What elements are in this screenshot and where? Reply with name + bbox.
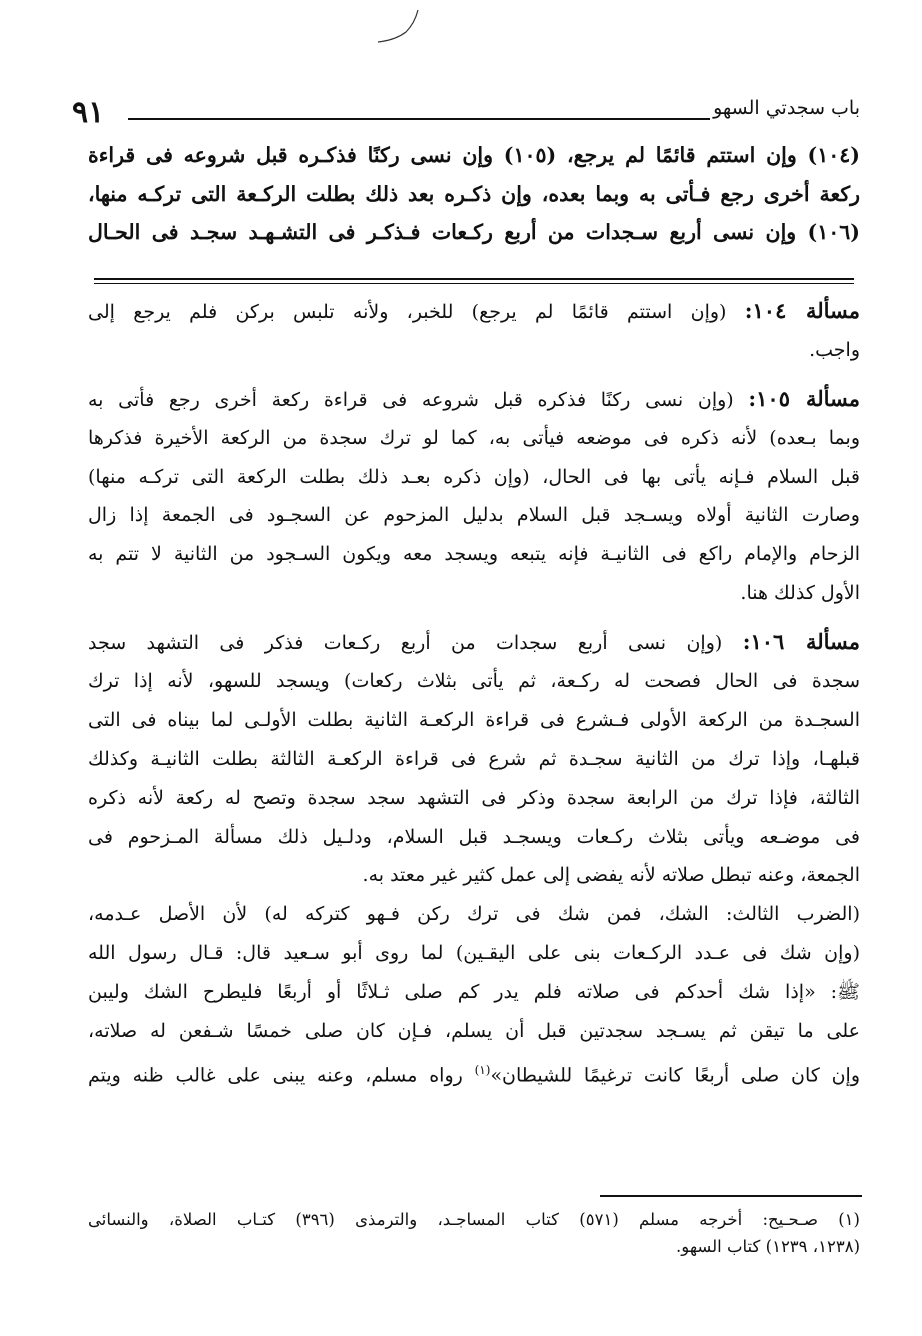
commentary-line: مسألة ١٠٦: (وإن نسى أربع سجدات من أربع ركـعات فذكر فى التشهد سجد	[88, 629, 860, 655]
commentary-line: قبلهـا، وإذا ترك من الثانية سجـدة ثم شرع فى قراءة الركعـة الثالثة بطلت الثانيـة وكذلك	[88, 747, 860, 770]
commentary-line: الجمعة، وعنه تبطل صلاته لأنه يفضى إلى عمل كثير غير معتد به.	[362, 864, 860, 887]
masala-label: مسألة ١٠٥:	[748, 385, 860, 411]
commentary-line: الزحام والإمام راكع فى الثانيـة فإنه يتبعه ويسجد معه ويكون السـجود من الثانية لا تتم به	[88, 543, 860, 566]
commentary-line: على ما تيقن ثم يسـجد سجدتين قبل أن يسلم، فـإن كان صلى خمسًا شـفعن له صلاته،	[88, 1020, 860, 1043]
footnote-marker: (١)	[474, 1062, 491, 1077]
commentary-line: وصارت الثانية أولاه ويسـجد قبل السلام بدليل المزحوم عن السجـود فى الجمعة إذا زال	[88, 504, 860, 527]
commentary-line: الثالثة، فإذا ترك من الرابعة سجدة وذكر فى التشهد سجد سجدة وتصح له ركعة لأنه ذكره	[88, 786, 860, 809]
masala-label: مسألة ١٠٤:	[744, 298, 860, 323]
matn-separator	[94, 278, 854, 280]
matn-text	[88, 136, 860, 252]
commentary-line: سجدة فى الحال فصحت له ركـعة، ثم يأتى بثلاث ركعات) ويسجد للسهو، لأنه إذا ترك	[88, 670, 860, 693]
matn-line: ركعة أخرى رجع فـأتى به وبما بعده، وإن ذكـره بعد ذلك بطلت الركـعة التى تركـه منها،	[88, 181, 860, 206]
header-rule	[128, 118, 710, 120]
page-number: ٩١	[72, 95, 105, 130]
commentary-line: السجـدة من الركعة الأولى فـشرع فى قراءة الركعـة الثانية بطلت الأولـى لما بيناه فى التى	[88, 708, 860, 731]
commentary-line: مسألة ١٠٤: (وإن استتم قائمًا لم يرجع) للخبر، ولأنه تلبس بركن فلم يرجع إلى	[88, 298, 860, 323]
commentary-line: (وإن شك فى عـدد الركـعات بنى على اليقـين) لما روى أبو سـعيد قال: قـال رسول الله	[88, 942, 860, 965]
footnote-line: (١) صـحـيح: أخرجه مسلم (٥٧١) كتاب المساجـد، والترمذى (٣٩٦) كتـاب الصلاة، والنسائى	[88, 1210, 860, 1229]
footnote-line: (١٢٣٨، ١٢٣٩) كتاب السهو.	[676, 1237, 860, 1256]
commentary-line: فى موضـعه ويأتى بثلاث ركـعات ويسجـد قبل السلام، ودلـيل ذلك مسألة المـزحوم فى	[88, 825, 860, 848]
pen-mark	[372, 6, 432, 44]
commentary-text	[88, 292, 860, 1090]
matn-line: (١٠٤) وإن استتم قائمًا لم يرجع، (١٠٥) وإن نسى ركنًا فذكـره قبل شروعه فى قراءة	[88, 143, 860, 167]
masala-label: مسألة ١٠٦:	[742, 629, 860, 655]
commentary-line: مسألة ١٠٥: (وإن نسى ركنًا فذكره قبل شروعه فى قراءة ركعة أخرى رجع فأتى به	[88, 385, 860, 411]
commentary-line: واجب.	[809, 338, 860, 361]
commentary-line: (الضرب الثالث: الشك، فمن شك فى ترك ركن فـهو كتركه له) لأن الأصل عـدمه،	[88, 903, 860, 926]
commentary-line: ﷺ: «إذا شك أحدكم فى صلاته فلم يدر كم صلى ثـلاثًا أو أربعًا فليطرح الشك وليبن	[88, 981, 860, 1004]
commentary-line: وبما بـعده) لأنه ذكره فى موضعه فيأتى به، كما لو ترك سجدة من الركعة الأخيرة فذكرها	[88, 426, 860, 449]
footnote-rule	[600, 1195, 862, 1197]
footnotes	[88, 1206, 860, 1260]
commentary-line: قبل السلام فـإنه يأتى بها فى الحال، (وإن ذكره بعـد ذلك بطلت الركعة التى تركـه منها)	[88, 465, 860, 488]
matn-separator-thin	[94, 283, 854, 284]
commentary-line: وإن كان صلى أربعًا كانت ترغيمًا للشيطان»$^{(١)}$ رواه مسلم، وعنه يبنى على غالب ظنه ويتم	[88, 1062, 860, 1087]
matn-line: (١٠٦) وإن نسى أربع سـجدات من أربع ركـعات فـذكـر فى التشـهـد سجـد فى الحـال	[88, 220, 860, 244]
commentary-line: الأول كذلك هنا.	[740, 582, 860, 605]
running-header-title: باب سجدتي السهو	[713, 97, 860, 119]
